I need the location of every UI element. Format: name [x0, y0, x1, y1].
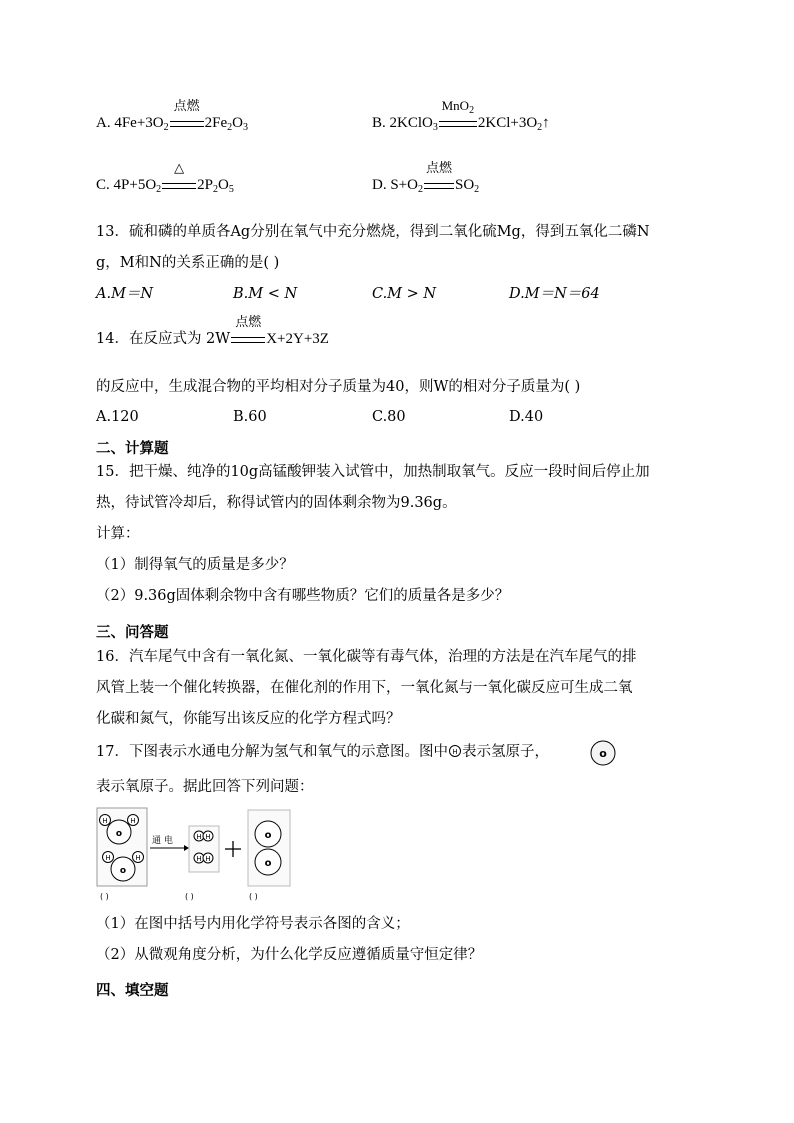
q13-option-b: B.M < N — [233, 286, 298, 302]
q16-line-3: 化碳和氮气，你能写出该反应的化学方程式吗？ — [96, 711, 401, 727]
q12-option-d: D. $S+O_2$ 点燃 $SO_2$ — [372, 160, 480, 195]
svg-text:H: H — [452, 748, 458, 756]
arrow-label: 通 电 — [152, 836, 173, 846]
q15-line-3: 计算： — [96, 526, 140, 542]
svg-text:H: H — [102, 817, 108, 825]
q16-line-1: 16．汽车尾气中含有一氧化氮、一氧化碳等有毒气体，治理的方法是在汽车尾气的排 — [96, 649, 637, 665]
svg-text:o: o — [264, 830, 272, 841]
hydrogen-paren: ( ) — [185, 892, 194, 901]
q12-option-a: A. $4Fe+3O_2$ 点燃 $2Fe_2O_3$ — [96, 98, 248, 133]
svg-text:H: H — [205, 855, 211, 863]
q14-line-2: 的反应中，生成混合物的平均相对分子质量为40，则W的相对分子质量为( ) — [96, 379, 581, 395]
oxygen-atom-icon — [589, 739, 617, 767]
q14-line-1: 14．在反应式为 2W 点燃 X+2Y+3Z — [96, 314, 329, 347]
svg-text:H: H — [196, 833, 202, 841]
section-heading-qa: 三、问答题 — [96, 625, 169, 641]
svg-text:o: o — [264, 858, 272, 869]
q14-option-b: B.60 — [233, 409, 267, 425]
q16-line-2: 风管上装一个催化转换器，在催化剂的作用下，一氧化氮与一氧化碳反应可生成二氧 — [96, 680, 633, 696]
svg-text:H: H — [130, 817, 136, 825]
svg-text:H: H — [196, 855, 202, 863]
svg-text:H: H — [135, 854, 141, 862]
reaction-condition: MnO$_2$ — [439, 113, 477, 133]
reaction-condition: 点燃 — [424, 175, 454, 195]
q13-option-a: A.M＝N — [96, 286, 154, 302]
q14-option-d: D.40 — [509, 409, 544, 425]
svg-text:H: H — [205, 833, 211, 841]
svg-text:o: o — [115, 829, 123, 839]
section-heading-fill-in: 四、填空题 — [96, 983, 169, 999]
q15-line-2: 热，待试管冷却后，称得试管内的固体剩余物为9.36g。 — [96, 495, 457, 511]
section-heading-calculation: 二、计算题 — [96, 441, 169, 457]
svg-text:o: o — [599, 747, 607, 760]
oxygen-paren: ( ) — [249, 892, 258, 901]
q14-option-c: C.80 — [372, 409, 406, 425]
reaction-condition: 点燃 — [231, 329, 265, 349]
q17-sub-2: （2）从微观角度分析，为什么化学反应遵循质量守恒定律？ — [96, 947, 483, 963]
svg-text:H: H — [105, 854, 111, 862]
reaction-condition: 点燃 — [170, 113, 204, 133]
electrolysis-diagram — [96, 806, 296, 902]
hydrogen-atom-icon — [448, 744, 462, 758]
q15-sub-2: （2）9.36g固体剩余物中含有哪些物质？它们的质量各是多少？ — [96, 588, 510, 604]
q15-sub-1: （1）制得氧气的质量是多少？ — [96, 557, 294, 573]
q17-line-1: 17．下图表示水通电分解为氢气和氧气的示意图。图中 H 表示氢原子， — [96, 744, 549, 760]
q13-line-1: 13．硫和磷的单质各Ag分别在氧气中充分燃烧，得到二氧化硫Mg，得到五氧化二磷N — [96, 224, 650, 240]
q12-option-b: B. 2KClO$_3$ MnO$_2$ $2KCl+3O_2↑$ — [372, 98, 550, 133]
water-paren: ( ) — [100, 892, 109, 901]
q13-option-d: D.M＝N＝64 — [509, 286, 600, 302]
reaction-condition: △ — [162, 175, 196, 195]
q13-option-c: C.M > N — [372, 286, 437, 302]
q14-option-a: A.120 — [96, 409, 139, 425]
q17-sub-1: （1）在图中括号内用化学符号表示各图的含义； — [96, 916, 410, 932]
svg-text:o: o — [119, 866, 127, 876]
q15-line-1: 15．把干燥、纯净的10g高锰酸钾装入试管中，加热制取氧气。反应一段时间后停止加 — [96, 464, 650, 480]
q12-option-c: C. $4P+5O_2$ △ $2P_2O_5$ — [96, 160, 234, 195]
q17-line-2: 表示氧原子。据此回答下列问题： — [96, 779, 314, 795]
q13-line-2: g，M和N的关系正确的是( ) — [96, 255, 280, 271]
